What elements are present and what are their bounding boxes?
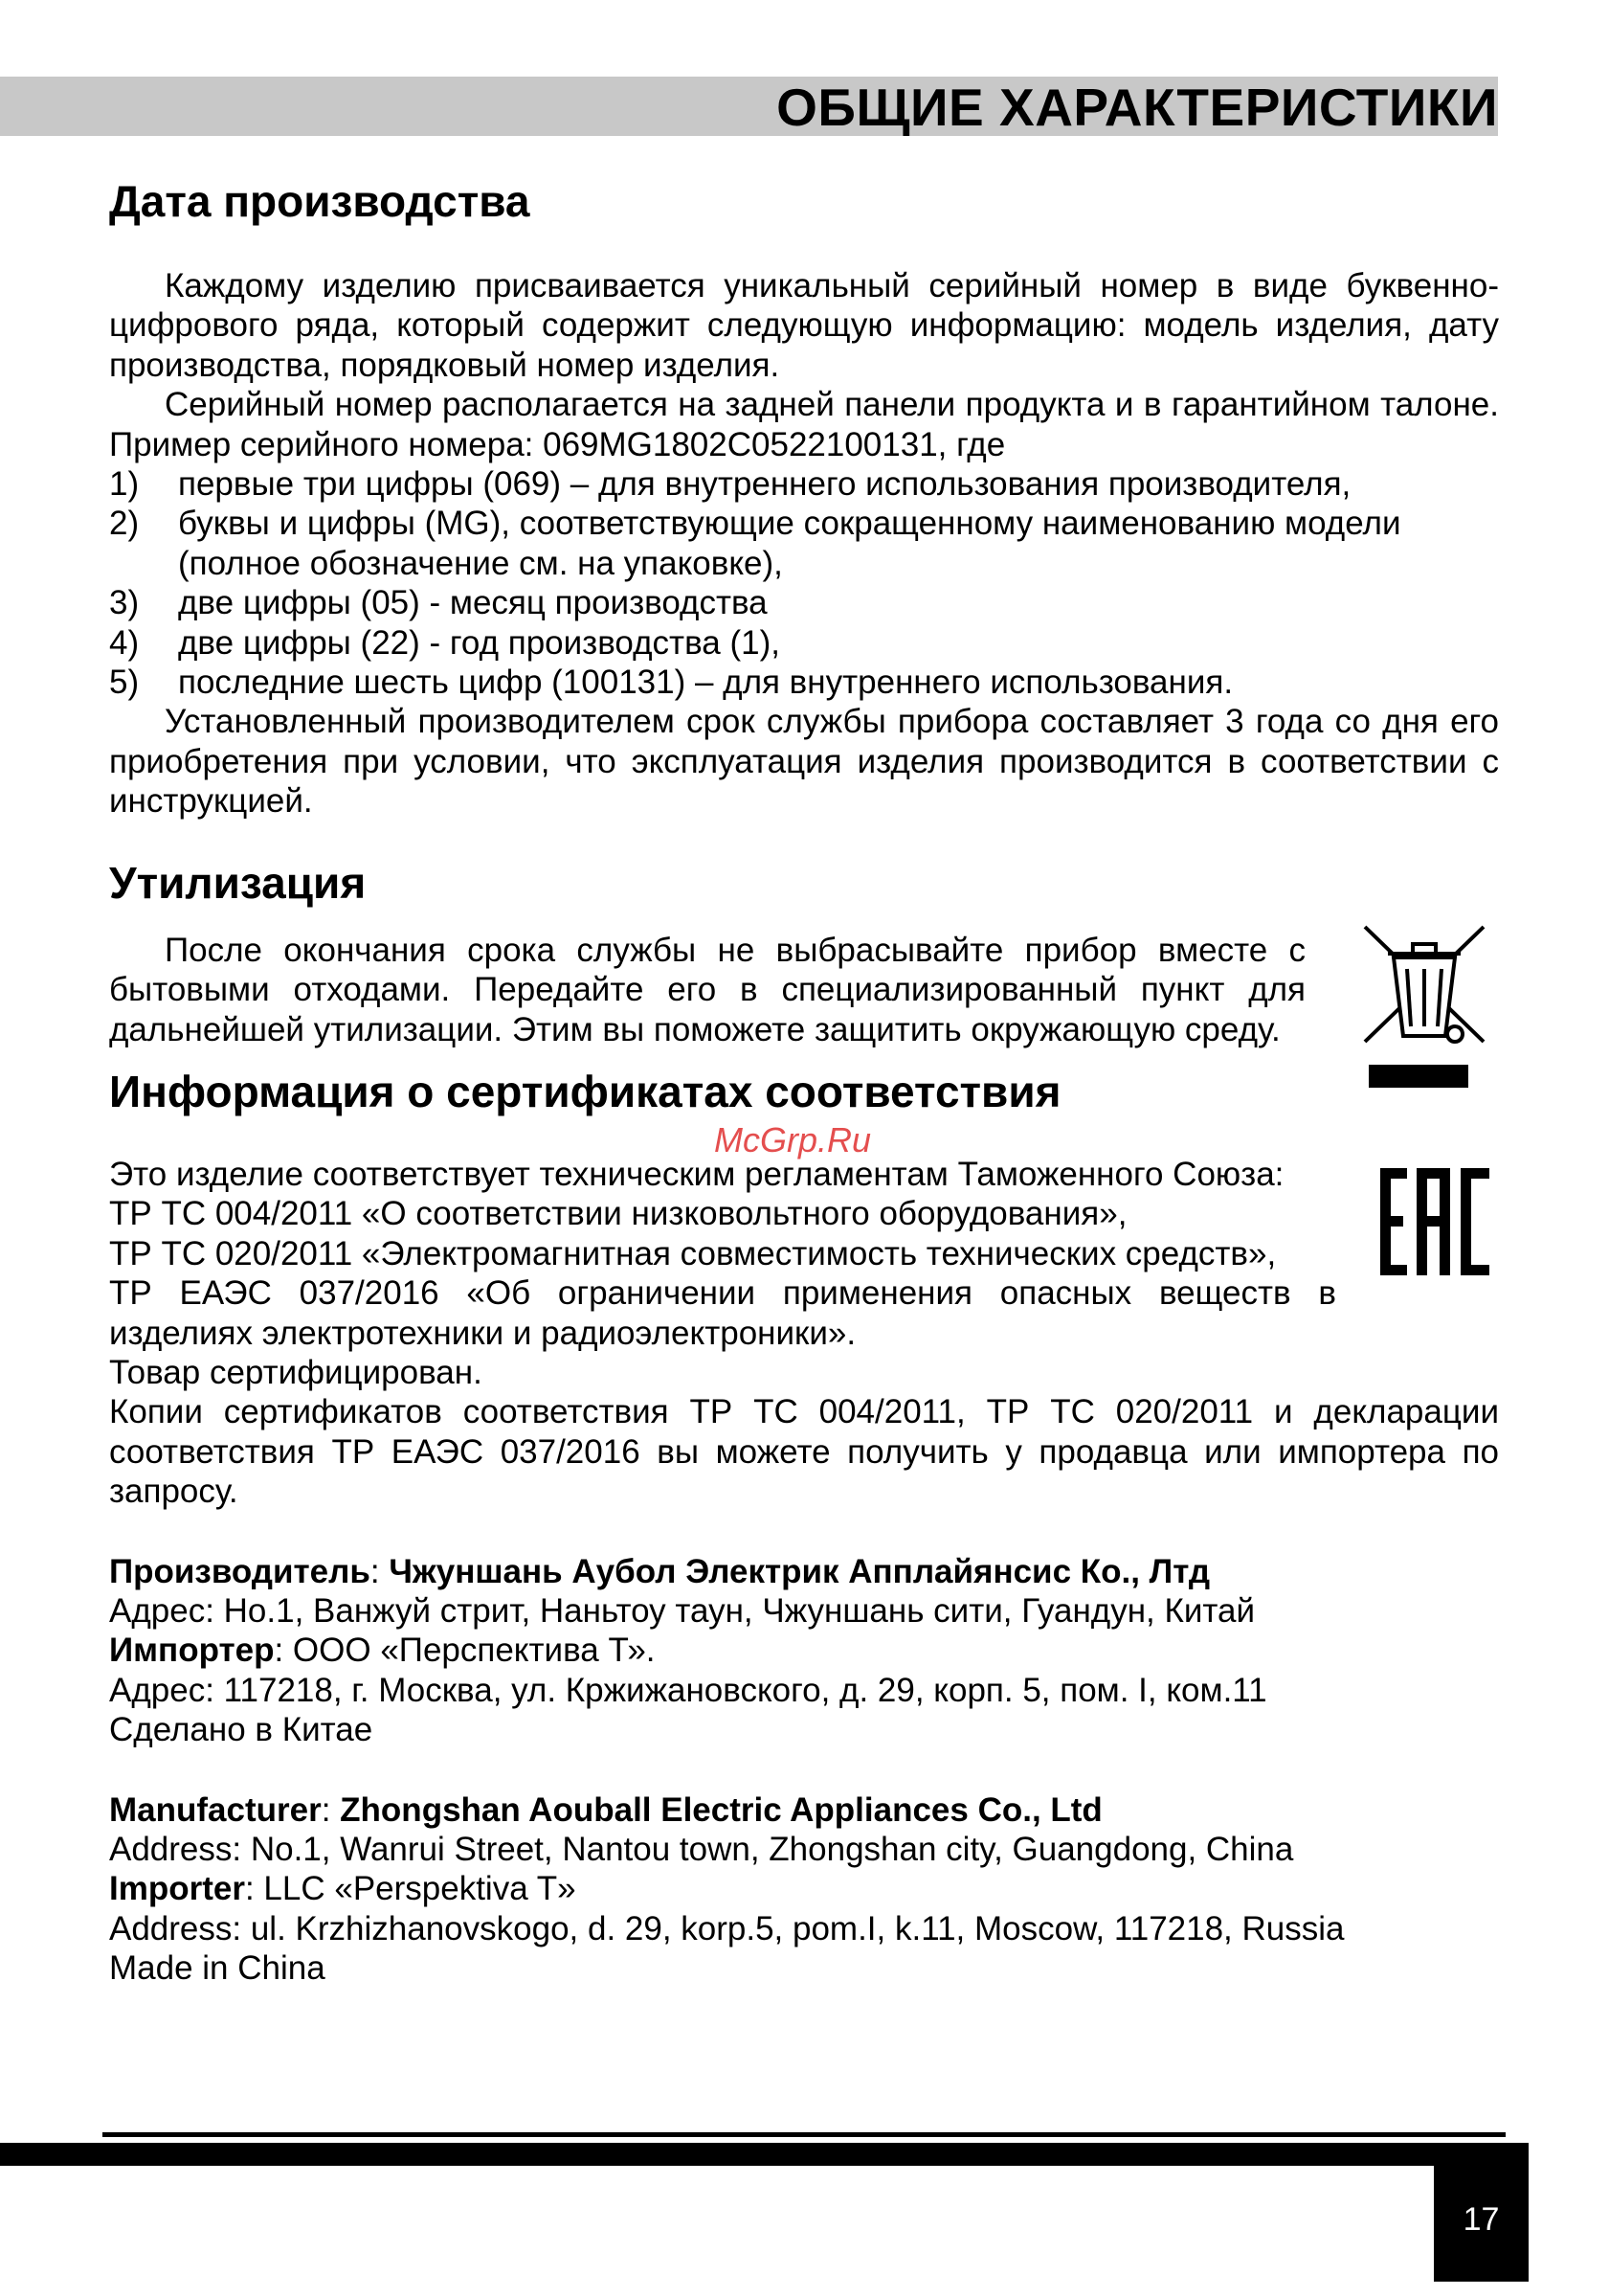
- ru-manufacturer-info: [109, 1552, 1499, 1750]
- ru-importer-line: Импортер: ООО «Перспектива Т».: [109, 1632, 656, 1670]
- page-title: ОБЩИЕ ХАРАКТЕРИСТИКИ: [776, 78, 1498, 137]
- list-item: 2) буквы и цифры (MG), соответствующие сокращенному наименованию модели (полное обозначение см. на упаковке),: [109, 505, 1401, 582]
- en-importer-line: Importer: LLC «Perspektiva T»: [109, 1870, 576, 1908]
- disposal-heading: Утилизация: [109, 857, 367, 908]
- weee-crossed-bin-icon: [1357, 921, 1491, 1093]
- footer-line: [102, 2132, 1506, 2137]
- cert-line-2: ТР ТС 004/2011 «О соответствии низковольтного оборудования»,: [109, 1195, 1128, 1233]
- page-number: 17: [1434, 2143, 1529, 2282]
- ru-address-2: Адрес: 117218, г. Москва, ул. Кржижановского, д. 29, корп. 5, пом. I, ком.11: [109, 1671, 1267, 1709]
- certificates-heading: Информация о сертификатах соответствия: [109, 1066, 1061, 1116]
- en-manufacturer-line: Manufacturer: Zhongshan Aouball Electric Appliances Co., Ltd: [109, 1790, 1103, 1829]
- eac-mark-icon: [1378, 1164, 1491, 1279]
- production-para-1: Каждому изделию присваивается уникальный серийный номер в виде буквенно-цифрового ряда, который содержит следующую информацию: модель изделия, дату производства, порядковый номер изделия.: [109, 267, 1499, 384]
- disposal-text: После окончания срока службы не выбрасывайте прибор вместе с бытовыми отходами. Передайте его в специализированный пункт для дальнейшей утилизации. Этим вы поможете защитить окружающую среду.: [109, 931, 1306, 1048]
- list-item: 5) последние шесть цифр (100131) – для внутреннего использования.: [109, 664, 1234, 702]
- en-address-1: Address: No.1, Wanrui Street, Nantou town, Zhongshan city, Guangdong, China: [109, 1831, 1294, 1868]
- ru-address-1: Адрес: Но.1, Ванжуй стрит, Наньтоу таун, Чжуншань сити, Гуандун, Китай: [109, 1591, 1256, 1630]
- certificates-section: [109, 1155, 1499, 1512]
- cert-line-4: ТР ЕАЭС 037/2016 «Об ограничении применения опасных веществ в изделиях электротехники и радиоэлектроники».: [109, 1274, 1336, 1352]
- list-item: 1) первые три цифры (069) – для внутреннего использования производителя,: [109, 465, 1352, 504]
- production-para-2: Серийный номер располагается на задней панели продукта и в гарантийном талоне. Пример серийного номера: 069MG1802C0522100131, где: [109, 386, 1499, 463]
- disposal-section: [109, 931, 1499, 1049]
- cert-line-5: Товар сертифицирован.: [109, 1353, 482, 1391]
- ru-manufacturer-line: Производитель: Чжуншань Аубол Электрик Апплайянсис Ко., Лтд: [109, 1552, 1211, 1590]
- service-life-para: Установленный производителем срок службы прибора составляет 3 года со дня его приобретения при условии, что эксплуатация изделия производится в соответствии с инструкцией.: [109, 703, 1499, 821]
- list-item: 3) две цифры (05) - месяц производства: [109, 584, 768, 622]
- cert-line-1: Это изделие соответствует техническим регламентам Таможенного Союза:: [109, 1155, 1285, 1193]
- en-address-2: Address: ul. Krzhizhanovskogo, d. 29, korp.5, pom.I, k.11, Moscow, 117218, Russia: [109, 1909, 1345, 1947]
- serial-number-list: [109, 464, 1499, 702]
- page-content: [109, 172, 1499, 1989]
- cert-line-6: Копии сертификатов соответствия ТР ТС 004/2011, ТР ТС 020/2011 и декларации соответствия ТР ЕАЭС 037/2016 вы можете получить у продавца или импортера по запросу.: [109, 1393, 1499, 1511]
- en-manufacturer-info: [109, 1790, 1499, 1989]
- list-item: 4) две цифры (22) - год производства (1),: [109, 623, 780, 662]
- watermark: McGrp.Ru: [714, 1120, 872, 1159]
- cert-line-3: ТР ТС 020/2011 «Электромагнитная совместимость технических средств»,: [109, 1234, 1277, 1272]
- production-heading: Дата производства: [109, 176, 530, 226]
- footer-band: [0, 2143, 1529, 2166]
- ru-made-in: Сделано в Китае: [109, 1711, 373, 1749]
- en-made-in: Made in China: [109, 1949, 325, 1988]
